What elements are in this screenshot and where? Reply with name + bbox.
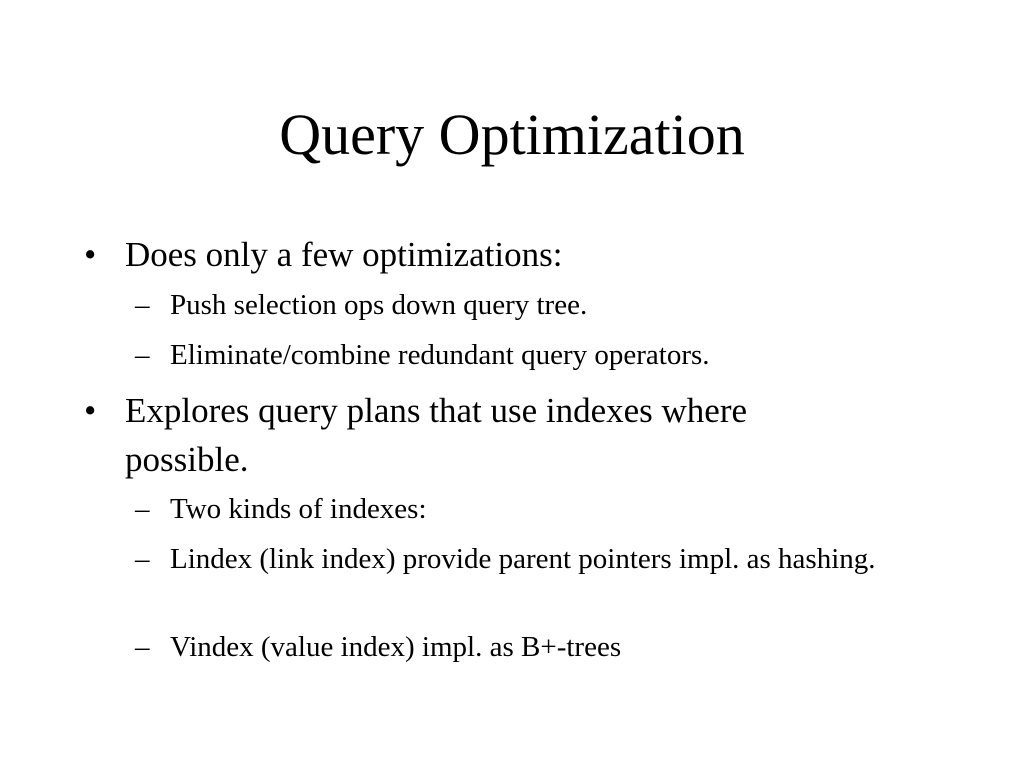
bullet-item (84, 386, 855, 484)
dash-icon: – (135, 543, 150, 575)
sub-bullet-item (135, 488, 910, 530)
bullet-icon: • (84, 391, 97, 430)
sub-bullet-text: Push selection ops down query tree. (170, 289, 588, 321)
dash-icon: – (135, 339, 150, 371)
sub-bullet-item (135, 538, 890, 580)
bullet-icon: • (84, 235, 97, 274)
sub-bullet-text: Two kinds of indexes: (170, 493, 427, 525)
slide-title: Query Optimization (279, 102, 745, 167)
sub-bullet-item (135, 626, 910, 668)
sub-bullet-text: Lindex (link index) provide parent pointers impl. as hashing. (170, 543, 876, 575)
sub-bullet-text: Vindex (value index) impl. as B+-trees (170, 631, 622, 663)
dash-icon: – (135, 289, 150, 321)
dash-icon: – (135, 493, 150, 525)
dash-icon: – (135, 631, 150, 663)
sub-bullet-item (135, 334, 910, 376)
bullet-item (84, 230, 885, 279)
bullet-text: Does only a few optimizations: (125, 235, 563, 274)
bullet-text: Explores query plans that use indexes where possible. (125, 391, 748, 479)
sub-bullet-text: Eliminate/combine redundant query operators. (170, 339, 710, 371)
sub-bullet-item (135, 284, 910, 326)
